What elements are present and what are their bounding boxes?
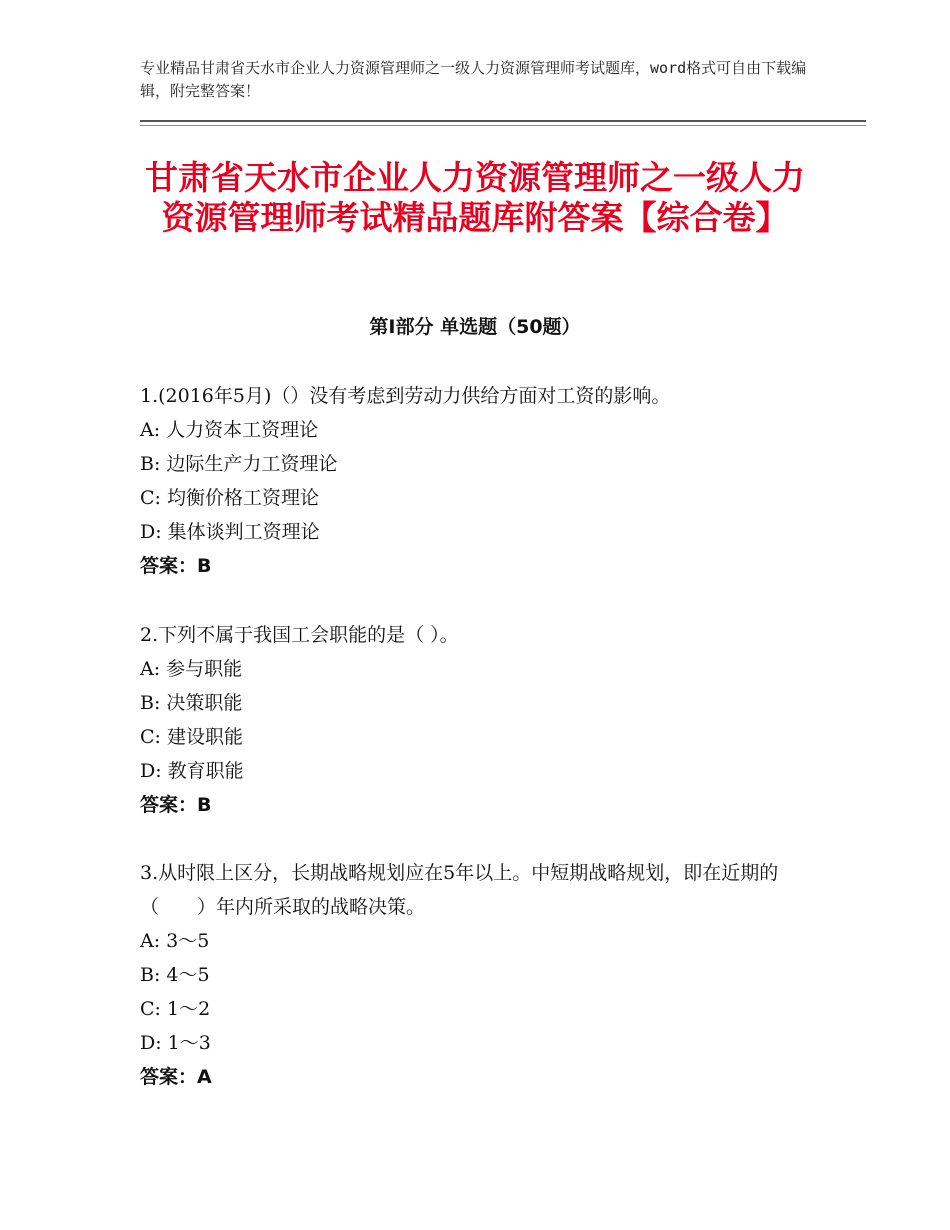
header-note: 专业精品甘肃省天水市企业人力资源管理师之一级人力资源管理师考试题库，word格式可自由下载编辑，附完整答案！ [140, 59, 807, 100]
header-divider-thick [140, 120, 866, 122]
option-b: B: 边际生产力工资理论 [140, 453, 338, 475]
answer-key: 答案：A [140, 1066, 212, 1088]
answer-key: 答案：B [140, 555, 212, 577]
header-divider-thin [140, 125, 866, 126]
section-title: 第Ⅰ部分 单选题（50题） [369, 316, 581, 338]
option-a: A: 人力资本工资理论 [140, 419, 319, 441]
document-title: 甘肃省天水市企业人力资源管理师之一级人力资源管理师考试精品题库附答案【综合卷】 [145, 158, 805, 237]
question-item [140, 618, 830, 822]
option-a: A: 3～5 [140, 930, 210, 952]
question-item [140, 379, 830, 583]
option-c: C: 均衡价格工资理论 [140, 487, 319, 509]
option-d: D: 教育职能 [140, 760, 244, 782]
option-d: D: 1～3 [140, 1032, 211, 1054]
option-b: B: 4～5 [140, 964, 210, 986]
question-item [140, 856, 830, 1094]
question-stem: 3.从时限上区分，长期战略规划应在5年以上。中短期战略规划，即在近期的（ ）年内所采取的战略决策。 [140, 862, 779, 918]
option-c: C: 1～2 [140, 998, 211, 1020]
option-c: C: 建设职能 [140, 726, 243, 748]
option-a: A: 参与职能 [140, 658, 243, 680]
question-stem: 2.下列不属于我国工会职能的是（ ）。 [140, 624, 459, 646]
option-d: D: 集体谈判工资理论 [140, 521, 320, 543]
question-stem: 1.(2016年5月)（）没有考虑到劳动力供给方面对工资的影响。 [140, 385, 671, 407]
option-b: B: 决策职能 [140, 692, 243, 714]
answer-key: 答案：B [140, 794, 212, 816]
